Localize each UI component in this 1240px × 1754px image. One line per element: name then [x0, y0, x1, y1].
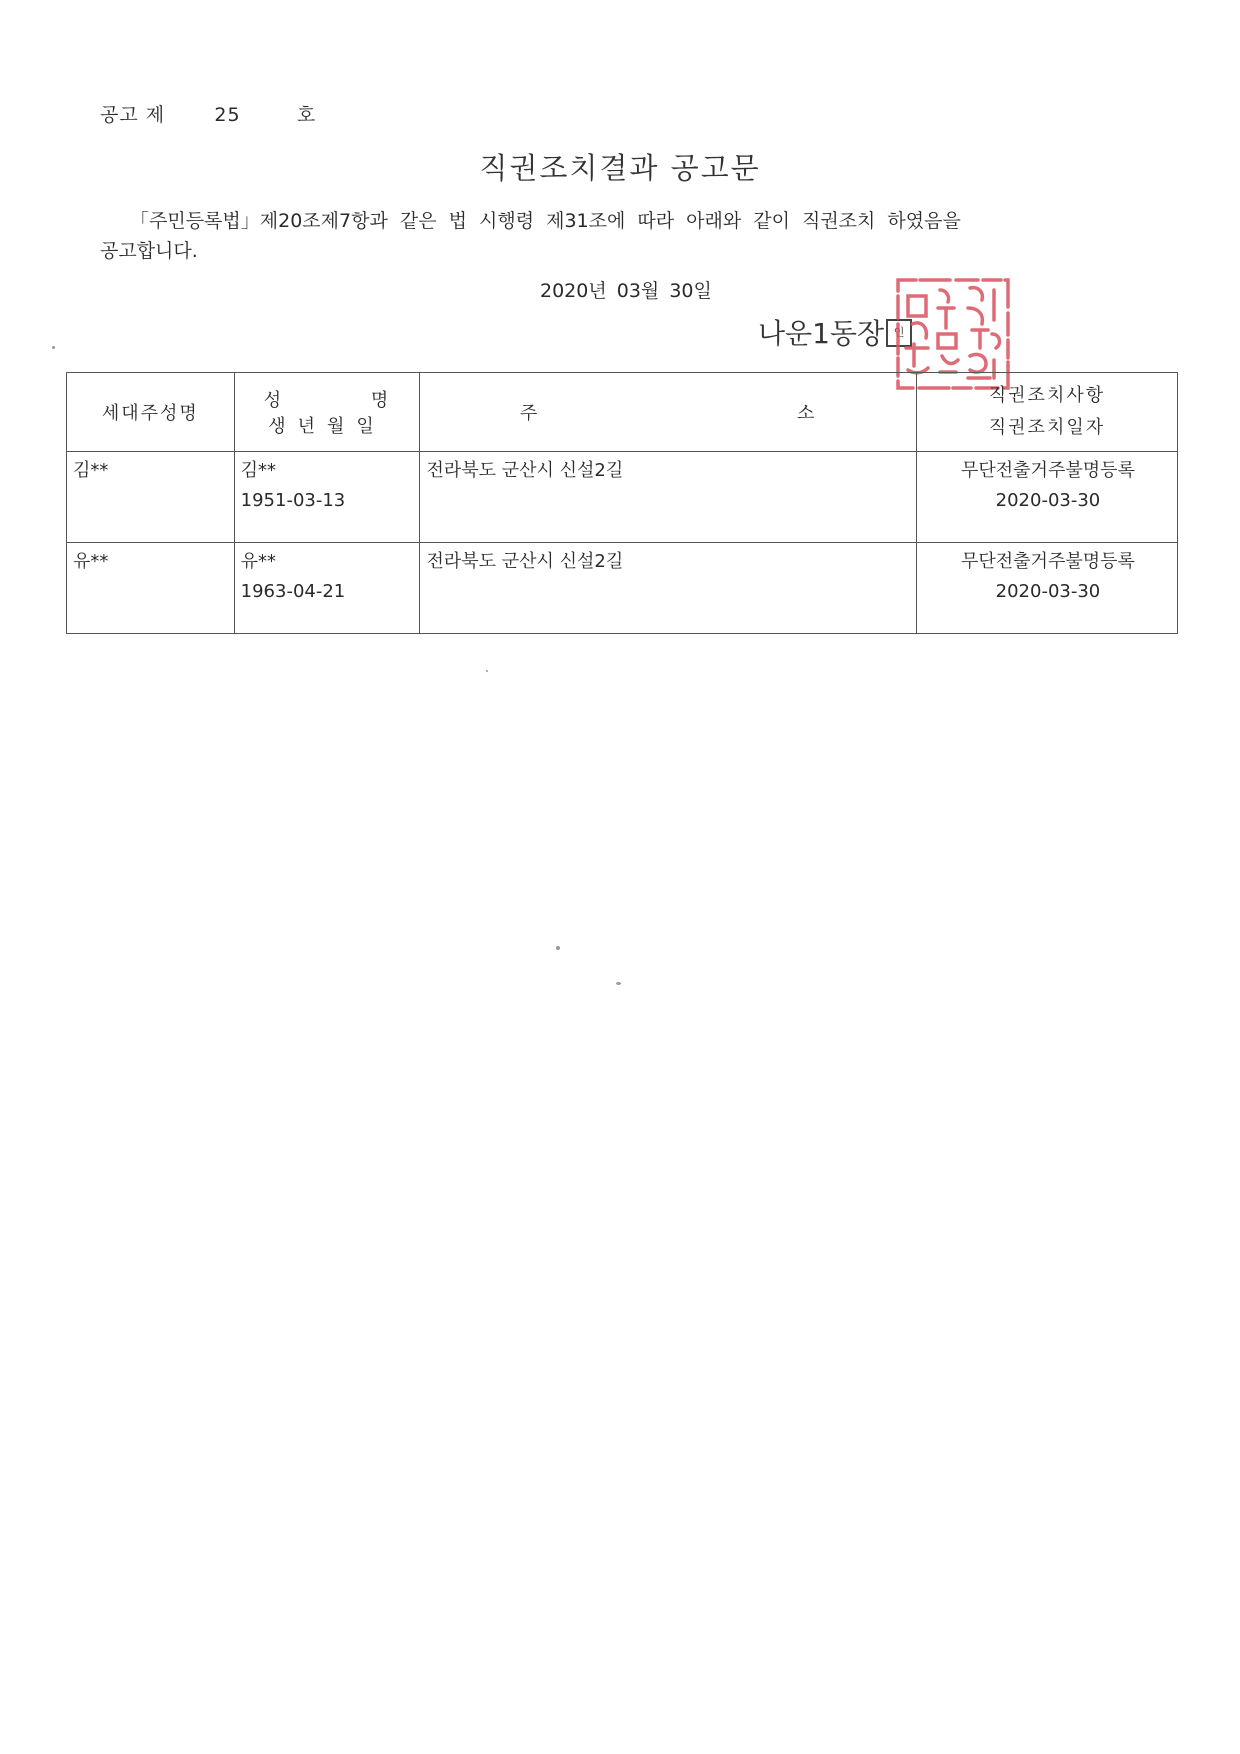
body-line-2: 공고합니다. — [100, 240, 198, 262]
name-birth-cell — [234, 543, 420, 634]
notice-number-value: 25 — [214, 104, 241, 126]
action-date: 2020-03-30 — [995, 581, 1101, 602]
action-cell — [916, 452, 1177, 543]
address-cell — [420, 452, 916, 543]
header-name-birth — [234, 373, 420, 452]
scan-speck — [616, 982, 621, 985]
household-head-name: 김** — [73, 460, 109, 481]
table-header-row — [67, 373, 1178, 452]
document-title: 직권조치결과 공고문 — [479, 151, 761, 185]
scan-speck — [556, 946, 560, 950]
body-text — [100, 206, 1100, 266]
action-type: 무단전출거주불명등록 — [961, 551, 1135, 572]
resident-name: 김** — [240, 460, 277, 481]
resident-birth-date: 1963-04-21 — [240, 581, 346, 602]
table-row — [67, 452, 1178, 543]
header-action-label: 직권조치사항 — [988, 385, 1106, 406]
header-name-label: 성 명 — [263, 390, 391, 411]
issuer-signature — [758, 312, 912, 352]
records-table — [66, 372, 1178, 634]
header-action — [916, 373, 1177, 452]
header-address-label: 주 소 — [519, 403, 817, 424]
household-head-name: 유** — [73, 551, 109, 572]
header-birth-label: 생년월일 — [268, 416, 386, 437]
header-household-head — [67, 373, 235, 452]
header-action-date-label: 직권조치일자 — [988, 417, 1106, 438]
action-date: 2020-03-30 — [995, 490, 1101, 511]
header-household-head-label: 세대주성명 — [101, 403, 199, 424]
seal-mark-box: 인 — [886, 319, 912, 347]
body-line-1: 「주민등록법」제20조제7항과 같은 법 시행령 제31조에 따라 아래와 같이 직권조치 하였음을 — [130, 210, 961, 232]
resident-address: 전라북도 군산시 신설2길 — [426, 460, 624, 481]
name-birth-cell — [234, 452, 420, 543]
notice-number — [100, 100, 316, 127]
issuer-name: 나운1동장 — [758, 317, 885, 350]
resident-name: 유** — [240, 551, 277, 572]
table-row — [67, 543, 1178, 634]
notice-label: 공고 제 — [100, 104, 166, 126]
address-cell — [420, 543, 916, 634]
household-head-cell — [67, 452, 235, 543]
document-date: 2020년 03월 30일 — [540, 280, 712, 302]
action-cell — [916, 543, 1177, 634]
resident-address: 전라북도 군산시 신설2길 — [426, 551, 624, 572]
scan-speck — [486, 670, 488, 672]
resident-birth-date: 1951-03-13 — [240, 490, 346, 511]
header-address — [420, 373, 916, 452]
scan-speck — [52, 346, 55, 349]
action-type: 무단전출거주불명등록 — [961, 460, 1135, 481]
household-head-cell — [67, 543, 235, 634]
notice-suffix: 호 — [296, 104, 317, 126]
